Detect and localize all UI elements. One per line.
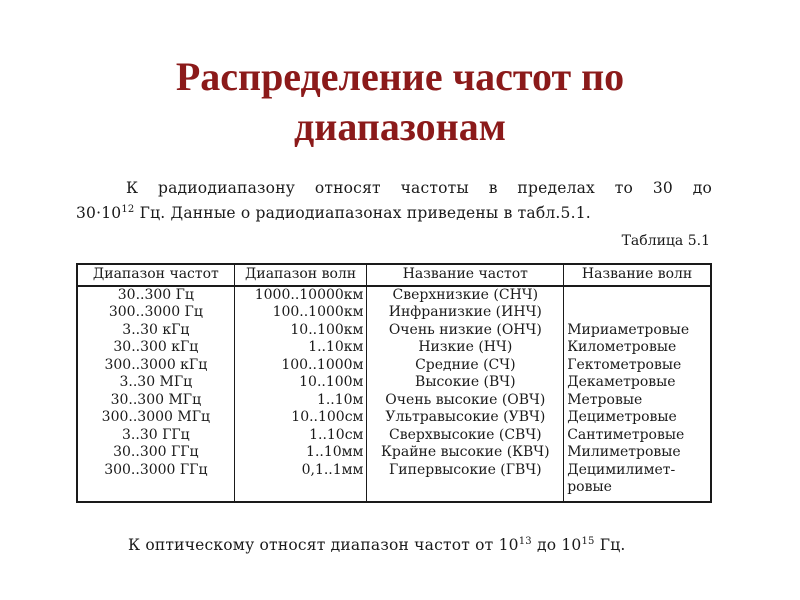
footer-exponent-1: 13	[518, 535, 532, 547]
cell-wave-name: Километровые	[564, 339, 711, 357]
footer-text-before: К оптическому относят диапазон частот от 10	[128, 536, 519, 554]
cell-wave-name: Декаметровые	[564, 374, 711, 392]
cell-frequency-name: Сверхнизкие (СНЧ)	[367, 286, 564, 305]
table-row	[77, 462, 711, 502]
slide-title	[0, 52, 800, 152]
cell-frequency-name: Ультравысокие (УВЧ)	[367, 409, 564, 427]
table-row	[77, 444, 711, 462]
cell-wave-name: Децимилимет-ровые	[564, 462, 711, 502]
cell-wave-name: Гектометровые	[564, 357, 711, 375]
cell-wave-range: 1..10мм	[234, 444, 367, 462]
header-wave-range: Диапазон волн	[234, 264, 367, 286]
intro-base: 30·10	[76, 204, 122, 222]
table-row	[77, 286, 711, 305]
table-row	[77, 322, 711, 340]
table-row	[77, 392, 711, 410]
header-frequency-name: Название частот	[367, 264, 564, 286]
intro-paragraph	[76, 176, 712, 226]
cell-frequency-name: Инфранизкие (ИНЧ)	[367, 304, 564, 322]
cell-frequency-range: 30..300 ГГц	[77, 444, 234, 462]
cell-wave-name	[564, 304, 711, 322]
cell-wave-name: Сантиметровые	[564, 427, 711, 445]
cell-wave-range: 1..10см	[234, 427, 367, 445]
cell-frequency-range: 30..300 Гц	[77, 286, 234, 305]
header-wave-name: Название волн	[564, 264, 711, 286]
cell-wave-range: 1..10м	[234, 392, 367, 410]
intro-rest: Гц. Данные о радиодиапазонах приведены в табл.5.1.	[134, 204, 591, 222]
cell-frequency-range: 30..300 МГц	[77, 392, 234, 410]
cell-wave-name: Милиметровые	[564, 444, 711, 462]
cell-frequency-name: Очень высокие (ОВЧ)	[367, 392, 564, 410]
footer-text-middle: до 10	[531, 536, 582, 554]
table-row	[77, 339, 711, 357]
cell-wave-range: 100..1000м	[234, 357, 367, 375]
table-row	[77, 409, 711, 427]
table-header-row	[77, 264, 711, 286]
cell-wave-range: 10..100м	[234, 374, 367, 392]
cell-wave-name: Мириаметровые	[564, 322, 711, 340]
cell-frequency-name: Высокие (ВЧ)	[367, 374, 564, 392]
table-caption: Таблица 5.1	[621, 233, 710, 249]
cell-frequency-range: 3..30 кГц	[77, 322, 234, 340]
footer-text-after: Гц.	[594, 536, 626, 554]
cell-frequency-name: Сверхвысокие (СВЧ)	[367, 427, 564, 445]
footer-exponent-2: 15	[581, 535, 595, 547]
table-row	[77, 427, 711, 445]
table-row	[77, 304, 711, 322]
cell-wave-name: Метровые	[564, 392, 711, 410]
cell-frequency-name: Очень низкие (ОНЧ)	[367, 322, 564, 340]
slide-title-line-2: диапазонам	[294, 104, 506, 149]
cell-wave-range: 10..100см	[234, 409, 367, 427]
cell-frequency-name: Крайне высокие (КВЧ)	[367, 444, 564, 462]
cell-frequency-range: 30..300 кГц	[77, 339, 234, 357]
intro-line-1: К радиодиапазону относят частоты в пределах то 30 до	[126, 179, 712, 197]
cell-wave-range: 0,1..1мм	[234, 462, 367, 502]
cell-wave-range: 1000..10000км	[234, 286, 367, 305]
cell-wave-range: 10..100км	[234, 322, 367, 340]
intro-exponent: 12	[121, 203, 135, 215]
cell-wave-range: 1..10км	[234, 339, 367, 357]
cell-frequency-range: 300..3000 кГц	[77, 357, 234, 375]
cell-frequency-name: Гипервысокие (ГВЧ)	[367, 462, 564, 502]
header-frequency-range: Диапазон частот	[77, 264, 234, 286]
table-row	[77, 357, 711, 375]
cell-frequency-range: 300..3000 Гц	[77, 304, 234, 322]
frequency-table	[76, 263, 712, 503]
cell-frequency-range: 300..3000 МГц	[77, 409, 234, 427]
cell-wave-range: 100..1000км	[234, 304, 367, 322]
cell-wave-name: Дециметровые	[564, 409, 711, 427]
table-row	[77, 374, 711, 392]
cell-frequency-name: Средние (СЧ)	[367, 357, 564, 375]
cell-frequency-name: Низкие (НЧ)	[367, 339, 564, 357]
intro-line-2	[76, 201, 712, 226]
cell-frequency-range: 3..30 МГц	[77, 374, 234, 392]
cell-frequency-range: 3..30 ГГц	[77, 427, 234, 445]
cell-frequency-range: 300..3000 ГГц	[77, 462, 234, 502]
slide-title-line-1: Распределение частот по	[175, 54, 625, 99]
cell-wave-name	[564, 286, 711, 305]
footer-note	[128, 536, 626, 554]
